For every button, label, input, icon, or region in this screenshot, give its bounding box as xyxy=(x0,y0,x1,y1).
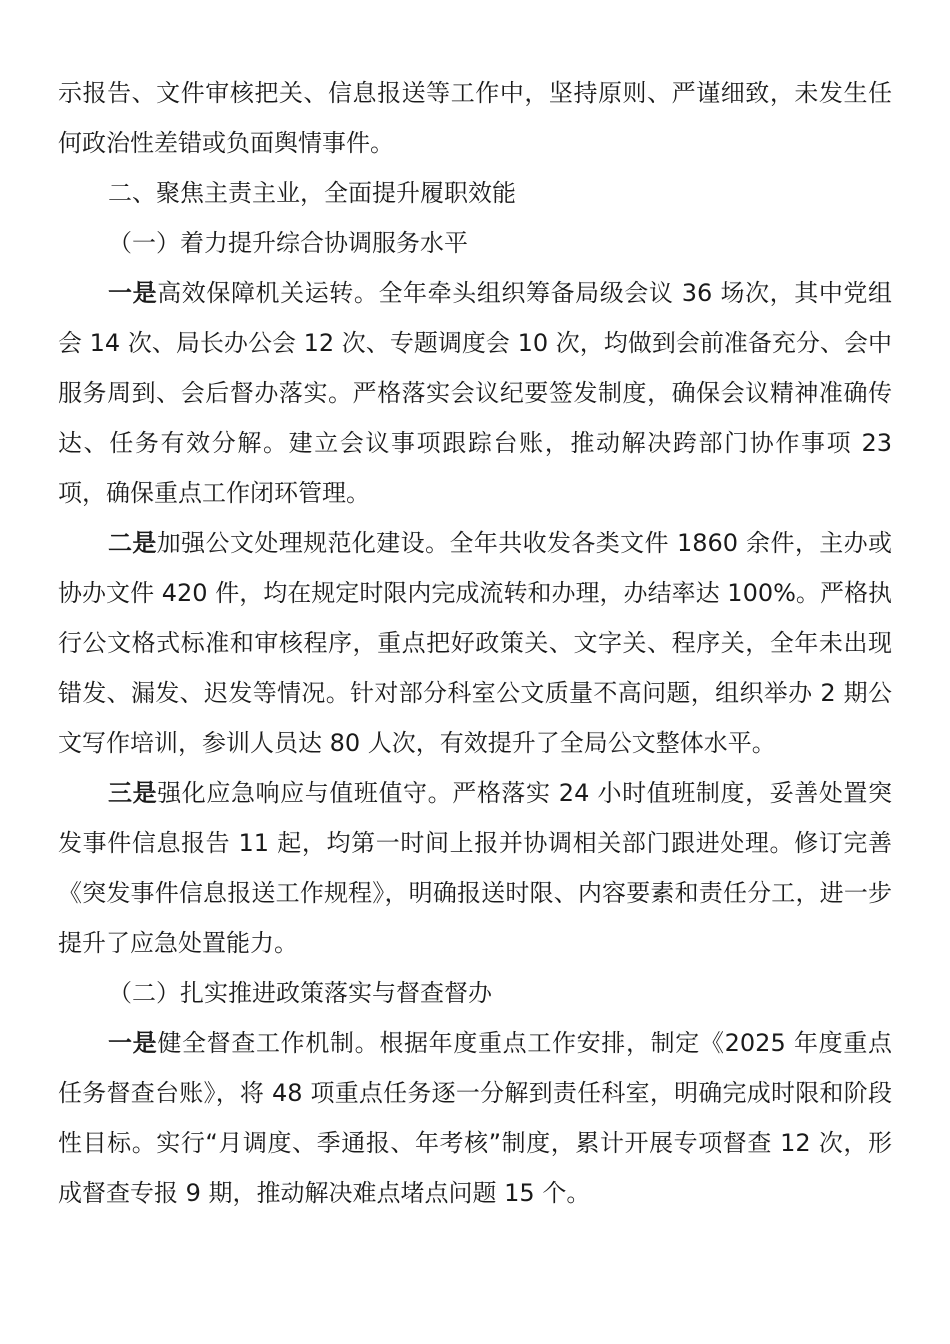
paragraph-text: 高效保障机关运转。全年牵头组织筹备局级会议 36 场次，其中党组会 14 次、局长办公会 12 次、专题调度会 10 次，均做到会前准备充分、会中服务周到、会后督办落实。严格落实会议纪要签发制度，确保会议精神准确传达、任务有效分解。建立会议事项跟踪台账，推动解决跨部门协作事项 23 项，确保重点工作闭环管理。 xyxy=(58,279,893,507)
paragraph xyxy=(58,518,892,768)
paragraph xyxy=(58,268,892,518)
paragraph xyxy=(58,768,892,968)
paragraph-text: 加强公文处理规范化建设。全年共收发各类文件 1860 余件，主办或协办文件 420 件，均在规定时限内完成流转和办理，办结率达 100%。严格执行公文格式标准和审核程序，重点把好政策关、文字关、程序关，全年未出现错发、漏发、迟发等情况。针对部分科室公文质量不高问题，组织举办 2 期公文写作培训，参训人员达 80 人次，有效提升了全局公文整体水平。 xyxy=(58,529,892,757)
paragraph-text: 健全督查工作机制。根据年度重点工作安排，制定《2025 年度重点任务督查台账》，将 48 项重点任务逐一分解到责任科室，明确完成时限和阶段性目标。实行“月调度、季通报、年考核”制度，累计开展专项督查 12 次，形成督查专报 9 期，推动解决难点堵点问题 15 个。 xyxy=(58,1029,893,1207)
section-heading xyxy=(58,168,892,218)
subsection-heading-text: （二）扎实推进政策落实与督查督办 xyxy=(108,979,492,1007)
paragraph-lead: 二是 xyxy=(108,529,157,557)
subsection-heading-text: （一）着力提升综合协调服务水平 xyxy=(108,229,468,257)
paragraph-lead: 三是 xyxy=(108,779,158,807)
paragraph-text: 示报告、文件审核把关、信息报送等工作中，坚持原则、严谨细致，未发生任何政治性差错或负面舆情事件。 xyxy=(58,79,892,157)
subsection-heading xyxy=(58,968,892,1018)
paragraph xyxy=(58,1018,892,1218)
section-heading-text: 二、聚焦主责主业，全面提升履职效能 xyxy=(108,179,516,207)
subsection-heading xyxy=(58,218,892,268)
paragraph-lead: 一是 xyxy=(108,279,158,307)
paragraph-text: 强化应急响应与值班值守。严格落实 24 小时值班制度，妥善处置突发事件信息报告 11 起，均第一时间上报并协调相关部门跟进处理。修订完善《突发事件信息报送工作规程》，明确报送时限、内容要素和责任分工，进一步提升了应急处置能力。 xyxy=(58,779,893,957)
paragraph-continued xyxy=(58,68,892,168)
paragraph-lead: 一是 xyxy=(108,1029,158,1057)
document-page xyxy=(58,68,892,1218)
